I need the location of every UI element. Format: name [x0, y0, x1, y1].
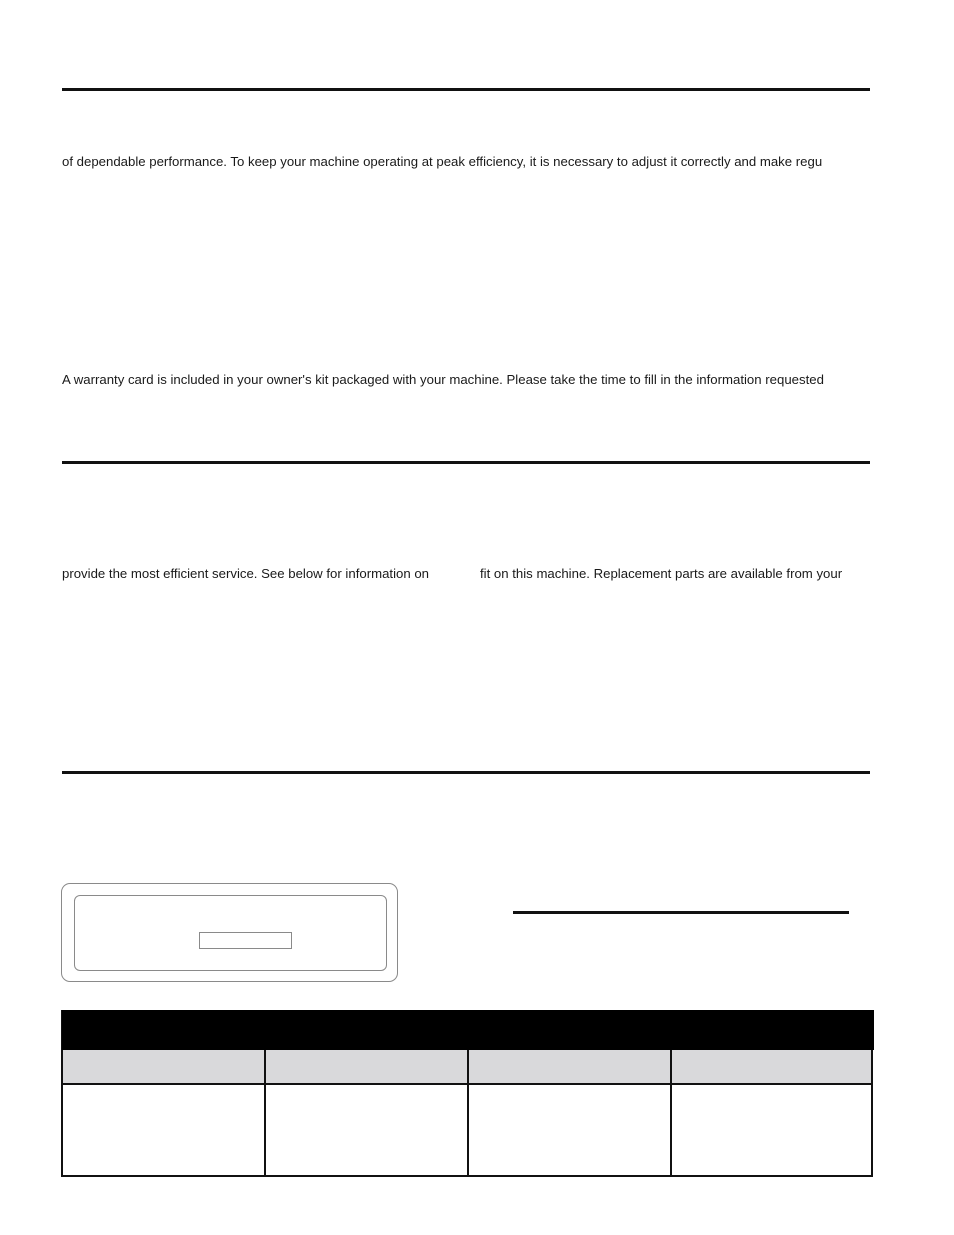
parts-table-column-header-1 — [63, 1050, 265, 1085]
parts-table-column-header-3 — [468, 1050, 671, 1085]
section-divider-1 — [62, 88, 870, 91]
section-divider-2 — [62, 461, 870, 464]
parts-table-cell-2 — [265, 1085, 468, 1175]
section-divider-3 — [62, 771, 870, 774]
intro-paragraph-line: of dependable performance. To keep your machine operating at peak efficiency, it is necessary to adjust it correctly and make regu — [62, 154, 823, 169]
serial-number-field — [199, 932, 292, 949]
parts-table — [61, 1010, 873, 1177]
service-paragraph-line-part-1: provide the most efficient service. See below for information on — [62, 566, 429, 581]
service-paragraph-line-part-2: fit on this machine. Replacement parts are available from your — [480, 566, 843, 581]
parts-table-header-bar — [62, 1010, 874, 1050]
parts-table-column-divider-1 — [264, 1050, 266, 1175]
warranty-paragraph-line: A warranty card is included in your owner's kit packaged with your machine. Please take the time to fill in the information requested — [62, 372, 824, 387]
parts-table-column-header-2 — [265, 1050, 468, 1085]
record-entry-underline — [513, 911, 849, 914]
parts-table-cell-1 — [63, 1085, 265, 1175]
parts-table-cell-3 — [468, 1085, 671, 1175]
parts-table-column-header-4 — [671, 1050, 871, 1085]
parts-table-cell-4 — [671, 1085, 871, 1175]
serial-number-plate-inner-border — [74, 895, 387, 971]
parts-table-column-divider-3 — [670, 1050, 672, 1175]
serial-number-plate — [61, 883, 398, 982]
parts-table-column-divider-2 — [467, 1050, 469, 1175]
